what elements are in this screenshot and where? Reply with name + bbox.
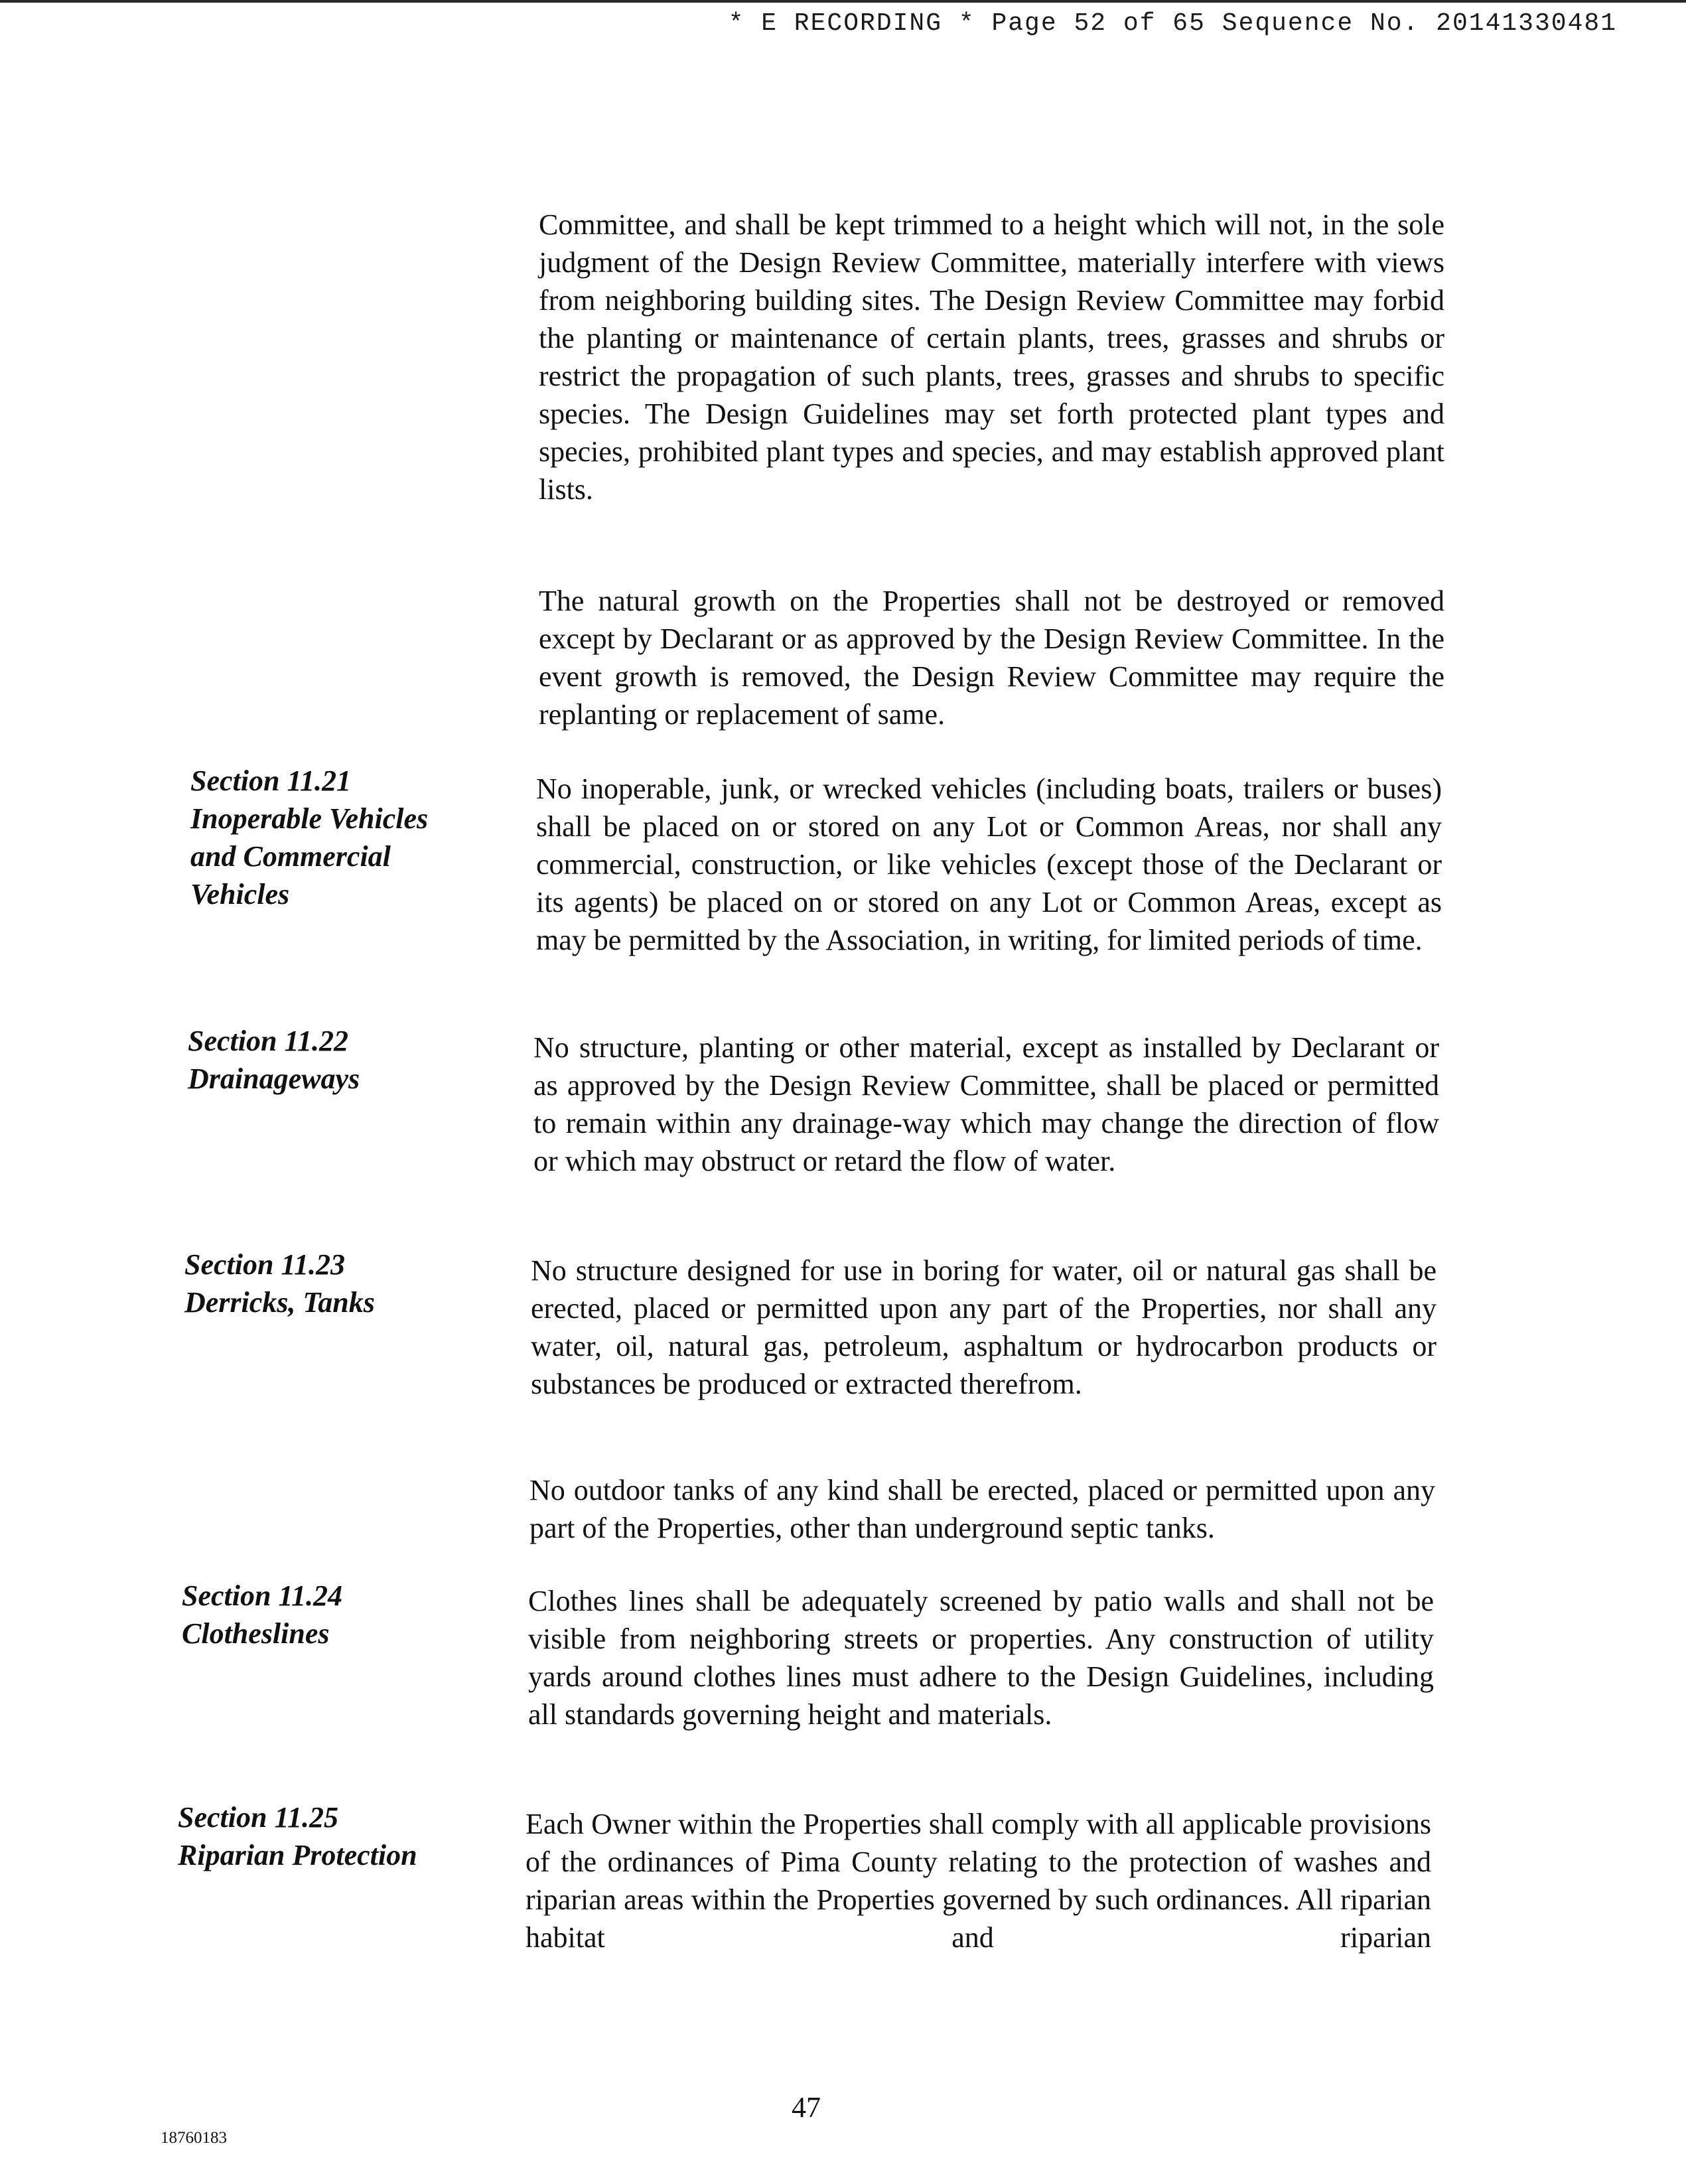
section-11-24-paragraph: Clothes lines shall be adequately screened by patio walls and shall not be visible from neighboring streets or properties. Any construction of utility yards around clothes lines must adhere to the Design Guidelines, including all standards governing height and materials. (528, 1585, 1434, 1731)
section-title-line: Clotheslines (182, 1617, 330, 1650)
section-title-line: Inoperable Vehicles (190, 802, 429, 835)
continuation-paragraph: Committee, and shall be kept trimmed to a height which will not, in the sole judgment of the Design Review Committee, materially interfere with views from neighboring building sites. The Design Review Committee may forbid the planting or maintenance of certain plants, trees, grasses and shrubs or restrict the propagation of such plants, trees, grasses and shrubs to specific species. The Design Guidelines may set forth protected plant types and species, prohibited plant types and species, and may establish approved plant lists. (539, 208, 1444, 506)
document-id: 18760183 (161, 2129, 227, 2147)
natural-growth-paragraph: The natural growth on the Properties shall not be destroyed or removed except by Declarant or as approved by the Design Review Committee. In the event growth is removed, the Design Review Committee may require the replanting or replacement of same. (539, 585, 1444, 731)
scan-top-edge (0, 0, 1686, 3)
section-title-line: and Commercial (190, 840, 391, 873)
section-11-21-heading (190, 762, 496, 913)
section-11-23-paragraph: No structure designed for use in boring for water, oil or natural gas shall be erected, placed or permitted upon any part of the Properties, nor shall any water, oil, natural gas, petroleum, asphaltum or hydrocarbon products or substances be produced or extracted therefrom. (531, 1254, 1437, 1400)
section-11-22-paragraph: No structure, planting or other material, except as installed by Declarant or as approved by the Design Review Committee, shall be placed or permitted to remain within any drainage-way which may change the direction of flow or which may obstruct or retard the flow of water. (533, 1031, 1439, 1177)
section-title-line: Riparian Protection (178, 1839, 417, 1871)
page-number: 47 (792, 2091, 821, 2124)
section-11-23-tanks-paragraph: No outdoor tanks of any kind shall be erected, placed or permitted upon any part of the Properties, other than underground septic tanks. (529, 1474, 1435, 1544)
section-11-25-paragraph: Each Owner within the Properties shall comply with all applicable provisions of the ordinances of Pima County relating to the protection of washes and riparian areas within the Properties governed by such ordinances. All riparian habitat and riparian (526, 1808, 1431, 1954)
section-11-24-heading (182, 1577, 487, 1652)
section-number: Section 11.24 (182, 1579, 343, 1612)
section-title-line: Vehicles (190, 878, 290, 910)
section-number: Section 11.21 (190, 764, 352, 797)
recording-header: * E RECORDING * Page 52 of 65 Sequence No. 20141330481 (728, 9, 1617, 38)
section-number: Section 11.25 (178, 1801, 339, 1834)
section-11-23-heading (184, 1246, 490, 1321)
section-11-25-heading (178, 1798, 483, 1874)
section-11-22-heading (188, 1022, 493, 1098)
section-title-line: Derricks, Tanks (184, 1286, 375, 1319)
section-number: Section 11.23 (184, 1248, 346, 1281)
section-11-21-paragraph: No inoperable, junk, or wrecked vehicles (including boats, trailers or buses) shall be placed on or stored on any Lot or Common Areas, nor shall any commercial, construction, or like vehicles (except those of the Declarant or its agents) be placed on or stored on any Lot or Common Areas, except as may be permitted by the Association, in writing, for limited periods of time. (536, 772, 1442, 956)
section-title-line: Drainageways (188, 1062, 360, 1095)
section-number: Section 11.22 (188, 1025, 349, 1057)
